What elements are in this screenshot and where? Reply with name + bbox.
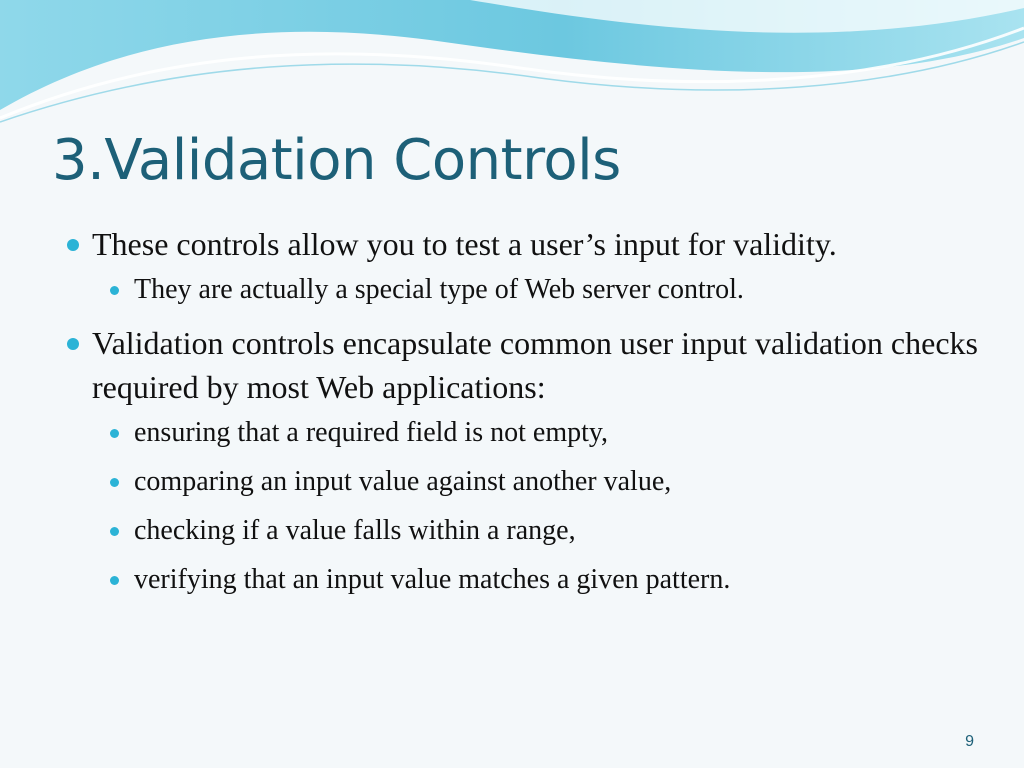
header-wave-decoration xyxy=(0,0,1024,130)
slide-title: 3.Validation Controls xyxy=(52,128,621,193)
sub-bullet-text: ensuring that a required field is not empty, xyxy=(134,417,609,448)
bullet-item xyxy=(60,222,990,266)
sub-bullet-item xyxy=(60,415,990,451)
sub-bullet-text: comparing an input value against another value, xyxy=(134,466,672,497)
bullet-dot-icon xyxy=(110,527,119,536)
bullet-text: Validation controls encapsulate common user input validation checks required by most Web applications: xyxy=(92,325,978,405)
sub-bullet-text: checking if a value falls within a range, xyxy=(134,515,576,546)
bullet-dot-icon xyxy=(67,338,79,350)
bullet-item xyxy=(60,321,990,409)
sub-bullet-text: They are actually a special type of Web server control. xyxy=(134,274,744,305)
sub-bullet-item xyxy=(60,272,990,308)
bullet-list xyxy=(60,222,990,611)
sub-bullet-item xyxy=(60,562,990,598)
sub-bullet-text: verifying that an input value matches a given pattern. xyxy=(134,564,731,595)
bullet-dot-icon xyxy=(110,576,119,585)
bullet-dot-icon xyxy=(110,429,119,438)
bullet-dot-icon xyxy=(110,478,119,487)
sub-bullet-item xyxy=(60,513,990,549)
sub-bullet-item xyxy=(60,464,990,500)
page-number: 9 xyxy=(965,733,974,750)
bullet-text: These controls allow you to test a user’s input for validity. xyxy=(92,226,837,262)
bullet-dot-icon xyxy=(110,286,119,295)
bullet-dot-icon xyxy=(67,239,79,251)
